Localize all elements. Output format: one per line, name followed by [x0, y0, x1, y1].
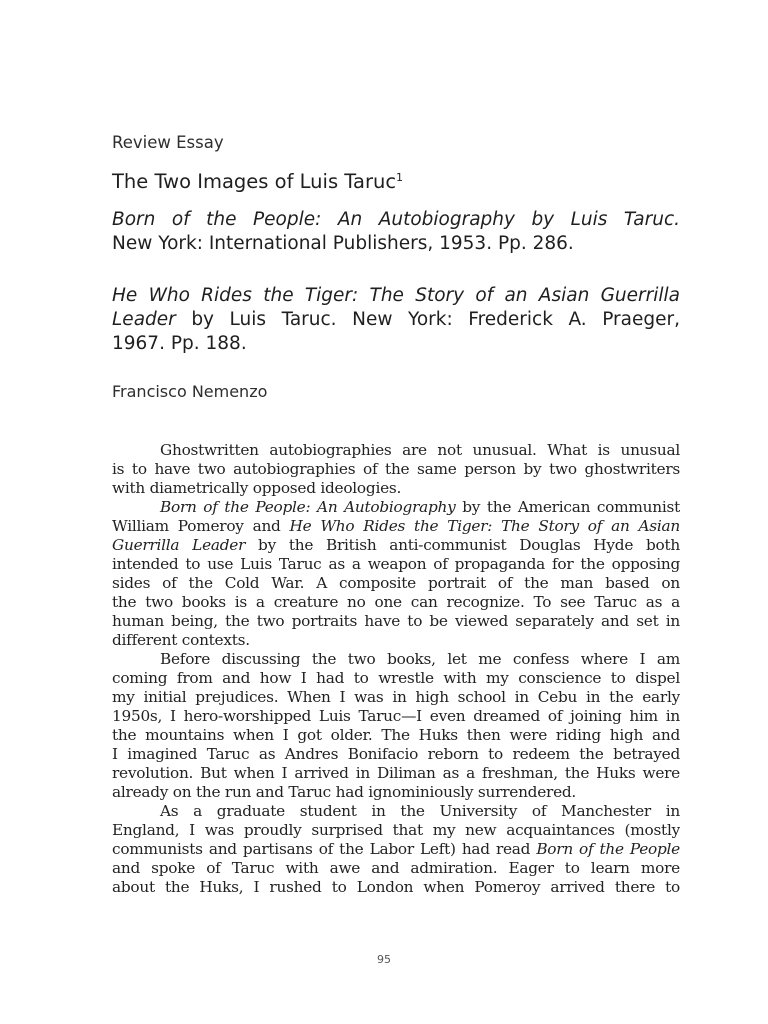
- body-line: the mountains when I got older. The Huks then were riding high and: [112, 726, 680, 744]
- body-line: Ghostwritten autobiographies are not unusual. What is unusual: [160, 441, 680, 459]
- book-2-title: He Who Rides the Tiger: The Story of an Asian Guerrilla: [112, 285, 680, 306]
- body-line: England, I was proudly surprised that my new acquaintances (mostly: [112, 821, 680, 839]
- reviewed-book-1: [112, 208, 680, 256]
- body-line: different contexts.: [112, 631, 250, 649]
- body-line: I imagined Taruc as Andres Bonifacio reborn to redeem the betrayed: [112, 745, 680, 763]
- essay-title: [112, 170, 403, 193]
- body-line: William Pomeroy and He Who Rides the Tiger: The Story of an Asian: [112, 517, 680, 535]
- book-2-publication: 1967. Pp. 188.: [112, 333, 247, 354]
- book-1-title: Born of the People: An Autobiography by Luis Taruc.: [112, 209, 680, 230]
- body-line: the two books is a creature no one can recognize. To see Taruc as a: [112, 593, 680, 611]
- footnote-marker: 1: [396, 171, 404, 184]
- body-line: my initial prejudices. When I was in high school in Cebu in the early: [112, 688, 680, 706]
- book-1-publication: New York: International Publishers, 1953. Pp. 286.: [112, 233, 574, 254]
- body-line: revolution. But when I arrived in Diliman as a freshman, the Huks were: [112, 764, 680, 782]
- body-line: As a graduate student in the University of Manchester in: [160, 802, 680, 820]
- book-2-title-cont: Leader by Luis Taruc. New York: Frederick A. Praeger,: [112, 309, 680, 330]
- body-line: coming from and how I had to wrestle with my conscience to dispel: [112, 669, 680, 687]
- body-line: with diametrically opposed ideologies.: [112, 479, 402, 497]
- body-line: Before discussing the two books, let me confess where I am: [160, 650, 680, 668]
- body-line: about the Huks, I rushed to London when Pomeroy arrived there to: [112, 878, 680, 896]
- body-line: sides of the Cold War. A composite portrait of the man based on: [112, 574, 680, 592]
- body-line: intended to use Luis Taruc as a weapon of propaganda for the opposing: [112, 555, 680, 573]
- body-line: Born of the People: An Autobiography by the American communist: [160, 498, 680, 516]
- author-name: Francisco Nemenzo: [112, 382, 268, 401]
- essay-title-text: The Two Images of Luis Taruc: [112, 170, 397, 193]
- body-line: is to have two autobiographies of the same person by two ghostwriters: [112, 460, 680, 478]
- page-number: 95: [377, 953, 391, 966]
- body-line: Guerrilla Leader by the British anti-communist Douglas Hyde both: [112, 536, 680, 554]
- essay-body: [112, 441, 680, 897]
- reviewed-book-2: [112, 284, 680, 356]
- body-line: 1950s, I hero-worshipped Luis Taruc—I even dreamed of joining him in: [112, 707, 680, 725]
- body-line: human being, the two portraits have to be viewed separately and set in: [112, 612, 680, 630]
- body-line: communists and partisans of the Labor Left) had read Born of the People: [112, 840, 680, 858]
- section-label: Review Essay: [112, 133, 224, 152]
- body-line: already on the run and Taruc had ignominiously surrendered.: [112, 783, 577, 801]
- body-line: and spoke of Taruc with awe and admiration. Eager to learn more: [112, 859, 680, 877]
